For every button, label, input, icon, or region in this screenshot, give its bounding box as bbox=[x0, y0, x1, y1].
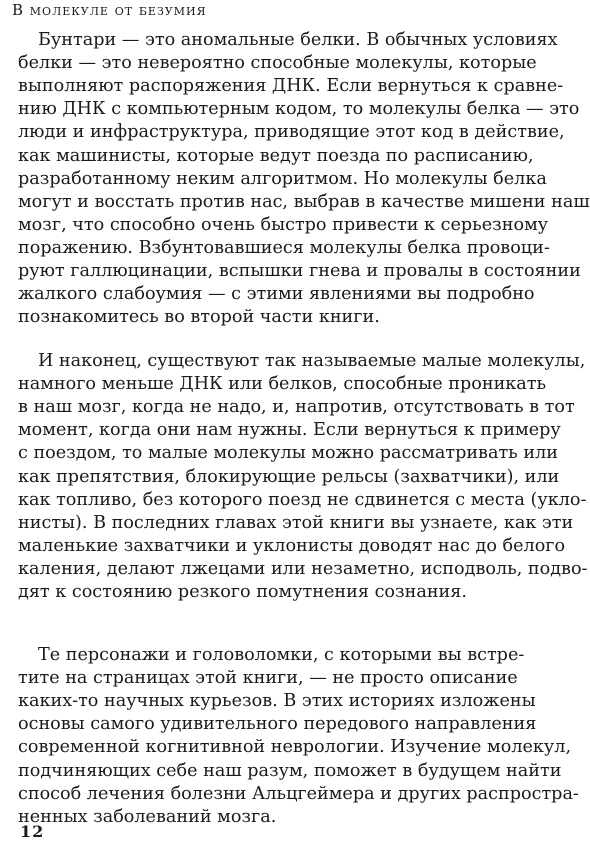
paragraph-line: каления, делают лжецами или незаметно, исподволь, подво- bbox=[18, 558, 588, 579]
paragraph-line: способ лечения болезни Альцгеймера и других распростра- bbox=[18, 783, 579, 804]
paragraph-line: И наконец, существуют так называемые малые молекулы, bbox=[38, 351, 586, 371]
paragraph-line: руют галлюцинации, вспышки гнева и провалы в состоянии bbox=[18, 261, 581, 281]
paragraph-line: дят к состоянию резкого помутнения сознания. bbox=[18, 582, 467, 602]
paragraph-line: нию ДНК с компьютерным кодом, то молекулы белка — это bbox=[18, 99, 580, 120]
paragraph-line: поражению. Взбунтовавшиеся молекулы белка провоци- bbox=[18, 237, 550, 258]
paragraph-line: Бунтари — это аномальные белки. В обычных условиях bbox=[38, 30, 558, 50]
paragraph-line: подчиняющих себе наш разум, поможет в будущем найти bbox=[18, 760, 562, 781]
paragraph-line: Те персонажи и головоломки, с которыми вы встре- bbox=[38, 645, 525, 665]
paragraph-line: выполняют распоряжения ДНК. Если вернуться к сравне- bbox=[18, 76, 564, 97]
paragraph-line: момент, когда они нам нужны. Если вернуться к примеру bbox=[18, 420, 561, 441]
paragraph-line: ненных заболеваний мозга. bbox=[18, 806, 277, 827]
paragraph-line: жалкого слабоумия — с этими явлениями вы подробно bbox=[18, 284, 535, 305]
running-header: В молекуле от безумия bbox=[12, 1, 207, 19]
paragraph-line: как топливо, без которого поезд не сдвинется с места (укло- bbox=[18, 489, 587, 510]
paragraph-line: маленькие захватчики и уклонисты доводят нас до белого bbox=[18, 535, 566, 556]
paragraph-line: люди и инфраструктура, приводящие этот код в действие, bbox=[18, 122, 565, 143]
paragraph-line: мозг, что способно очень быстро привести к серьезному bbox=[18, 214, 549, 235]
paragraph-line: как препятствия, блокирующие рельсы (захватчики), или bbox=[18, 466, 560, 487]
paragraph-line: разработанному неким алгоритмом. Но молекулы белка bbox=[18, 168, 547, 189]
paragraph-line: современной когнитивной неврологии. Изучение молекул, bbox=[18, 737, 572, 758]
paragraph-line: белки — это невероятно способные молекулы, которые bbox=[18, 53, 537, 74]
paragraph-line: как машинисты, которые ведут поезда по расписанию, bbox=[18, 145, 534, 166]
paragraph-line: каких-то научных курьезов. В этих историях изложены bbox=[18, 691, 536, 712]
paragraph-line: в наш мозг, когда не надо, и, напротив, отсутствовать в тот bbox=[18, 397, 575, 418]
paragraph-line: основы самого удивительного передового направления bbox=[18, 714, 537, 735]
paragraph-line: могут и восстать против нас, выбрав в качестве мишени наш bbox=[18, 191, 590, 212]
paragraph-line: тите на страницах этой книги, — не просто описание bbox=[18, 668, 518, 689]
paragraph-line: с поездом, то малые молекулы можно рассматривать или bbox=[18, 443, 558, 464]
page-number: 12 bbox=[20, 822, 45, 841]
paragraph-line: нисты). В последних главах этой книги вы узнаете, как эти bbox=[18, 512, 574, 533]
paragraph-line: познакомитесь во второй части книги. bbox=[18, 307, 380, 328]
paragraph-line: намного меньше ДНК или белков, способные проникать bbox=[18, 374, 547, 395]
